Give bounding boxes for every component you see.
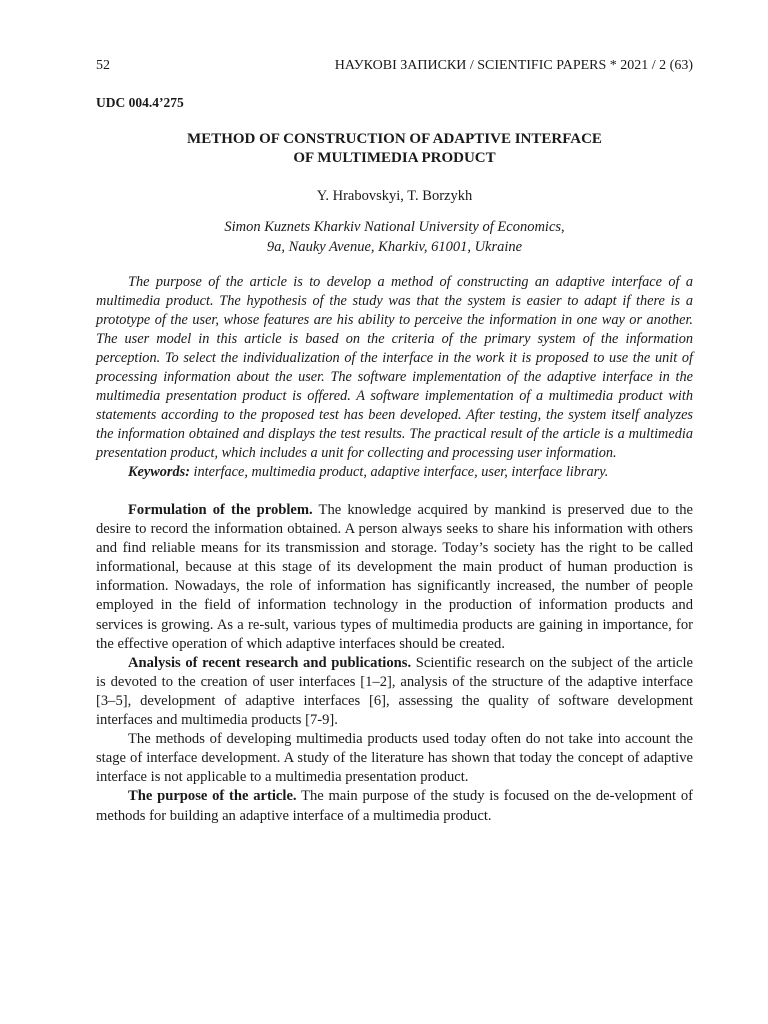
affiliation bbox=[96, 217, 693, 257]
paragraph-purpose bbox=[96, 787, 693, 825]
journal-title: НАУКОВІ ЗАПИСКИ / SCIENTIFIC PAPERS * 2021 / 2 (63) bbox=[334, 58, 693, 73]
paragraph-text-purpose: The main purpose of the study is focused on the de-velopment of methods for building an adaptive interface of a multimedia product. bbox=[96, 788, 693, 824]
article-title-line-1: METHOD OF CONSTRUCTION OF ADAPTIVE INTERFACE bbox=[187, 131, 602, 147]
paragraph-text-formulation: The knowledge acquired by mankind is preserved due to the desire to record the information obtained. A person always seeks to share his information with others and find reliable means for its transmission and storage. Today’s society has the right to be called informational, because at this stage of its development the main product of human production is information. Nowadays, the role of information has significantly increased, the number of people employed in the field of information technology in the production of information products and services is growing. As a re-sult, various types of multimedia products are gaining in importance, for the effective operation of which adaptive interfaces should be created. bbox=[96, 502, 693, 652]
article-body bbox=[96, 501, 693, 826]
paragraph-analysis bbox=[96, 654, 693, 730]
paragraph-formulation bbox=[96, 501, 693, 654]
paragraph-methods: The methods of developing multimedia products used today often do not take into account the stage of interface development. A study of the literature has shown that today the concept of adaptive interface is not applicable to a multimedia presentation product. bbox=[96, 731, 693, 786]
affiliation-line-2: 9a, Nauky Avenue, Kharkiv, 61001, Ukraine bbox=[266, 239, 523, 255]
article-title bbox=[96, 130, 693, 168]
udc-code: UDC 004.4’275 bbox=[96, 95, 184, 110]
keywords-list: interface, multimedia product, adaptive interface, user, interface library. bbox=[189, 464, 609, 480]
paragraph-lead-formulation: Formulation of the problem. bbox=[128, 502, 313, 518]
abstract-text: The purpose of the article is to develop a method of constructing an adaptive interface of a multimedia product. The hypothesis of the study was that the system is easier to adapt if there is a prototype of the user, whose features are his ability to perceive the information in one way or another. The user model in this article is based on the criteria of the primary system of the information perception. To select the individualization of the interface in the work it is proposed to use the unit of processing information about the user. The software implementation of the adaptive interface in the multimedia presentation product is offered. A software implementation of a multimedia product with statements according to the proposed test has been developed. After testing, the system itself analyzes the information obtained and displays the test results. The practical result of the article is a multimedia presentation product, which includes a unit for collecting and processing user information. bbox=[96, 274, 693, 461]
paragraph-text-analysis: Scientific research on the subject of the article is devoted to the creation of user interfaces [1–2], analysis of the structure of the adaptive interface [3–5], development of adaptive interfaces [6], assessing the quality of software development interfaces and multimedia products [7-9]. bbox=[96, 654, 694, 729]
abstract bbox=[96, 273, 693, 482]
affiliation-line-1: Simon Kuznets Kharkiv National University of Economics, bbox=[224, 219, 565, 235]
keywords-label: Keywords: bbox=[128, 464, 190, 480]
authors: Y. Hrabovskyi, T. Borzykh bbox=[316, 188, 473, 204]
article-title-line-2: OF MULTIMEDIA PRODUCT bbox=[293, 150, 496, 166]
keywords bbox=[96, 463, 693, 482]
paper-page bbox=[96, 56, 693, 826]
page-number: 52 bbox=[96, 58, 110, 73]
paragraph-lead-analysis: Analysis of recent research and publications. bbox=[128, 654, 412, 671]
running-header bbox=[96, 56, 693, 76]
paragraph-lead-purpose: The purpose of the article. bbox=[128, 788, 297, 805]
